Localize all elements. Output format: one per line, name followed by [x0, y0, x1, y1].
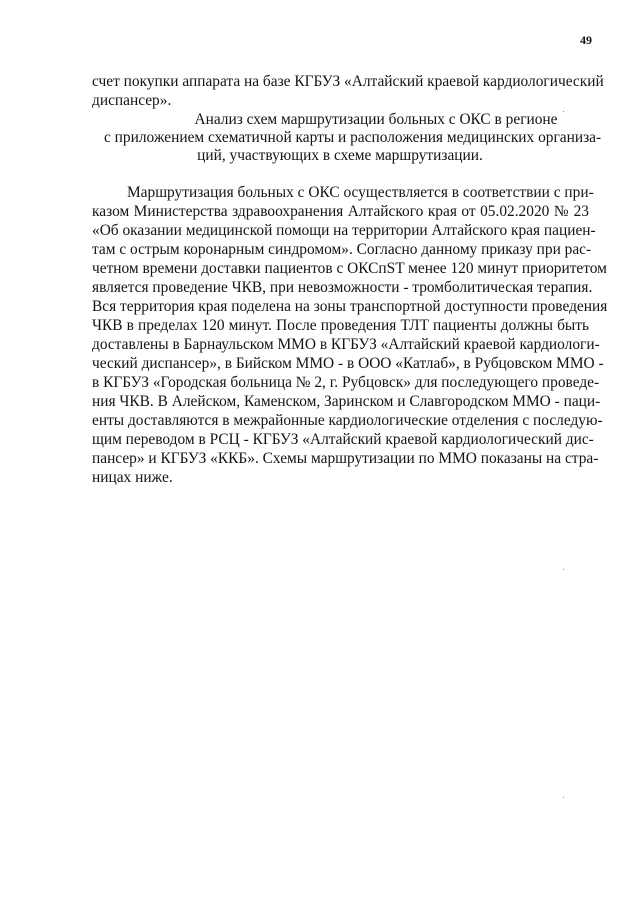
paragraph-line: Маршрутизация больных с ОКС осуществляется в соответствии с при- — [127, 184, 594, 201]
paragraph-line: Вся территория края поделена на зоны транспортной доступности проведения — [92, 298, 608, 315]
paragraph-line: ЧКВ в пределах 120 минут. После проведения ТЛТ пациенты должны быть — [92, 317, 589, 334]
section-heading-line: с приложением схематичной карты и расположения медицинских организа- — [104, 129, 602, 146]
paragraph-line: четном времени доставки пациентов с ОКСпST менее 120 минут приоритетом — [92, 260, 607, 277]
page-number: 49 — [580, 33, 592, 47]
paragraph-line: «Об оказании медицинской помощи на территории Алтайского края пациен- — [92, 222, 596, 239]
paragraph-line: казом Министерства здравоохранения Алтайского края от 05.02.2020 № 23 — [92, 203, 589, 220]
paragraph-line: пансер» и КГБУЗ «ККБ». Схемы маршрутизации по ММО показаны на стра- — [92, 450, 599, 467]
section-heading-line: ций, участвующих в схеме маршрутизации. — [197, 147, 483, 164]
paragraph-line: енты доставляются в межрайонные кардиологические отделения с последую- — [92, 412, 603, 429]
paragraph-line: щим переводом в РСЦ - КГБУЗ «Алтайский краевой кардиологический дис- — [92, 431, 594, 448]
paragraph-line: является проведение ЧКВ, при невозможности - тромболитическая терапия. — [92, 279, 593, 296]
scan-speck — [563, 797, 564, 798]
paragraph-line: ческий диспансер», в Бийском ММО - в ООО «Катлаб», в Рубцовском ММО - — [92, 355, 604, 372]
intro-line: диспансер». — [92, 92, 172, 109]
paragraph-line: ницах ниже. — [92, 469, 173, 486]
paragraph-line: доставлены в Барнаульском ММО в КГБУЗ «Алтайский краевой кардиологи- — [92, 336, 600, 353]
scan-speck — [563, 111, 564, 112]
paragraph-line: ния ЧКВ. В Алейском, Каменском, Заринском и Славгородском ММО - паци- — [92, 393, 601, 410]
paragraph-line: там с острым коронарным синдромом». Согласно данному приказу при рас- — [92, 241, 592, 258]
paragraph-line: в КГБУЗ «Городская больница № 2, г. Рубцовск» для последующего проведе- — [92, 374, 600, 391]
scan-speck — [563, 569, 564, 570]
section-heading-line: Анализ схем маршрутизации больных с ОКС в регионе — [194, 111, 558, 128]
intro-line: счет покупки аппарата на базе КГБУЗ «Алтайский краевой кардиологический — [92, 73, 604, 90]
